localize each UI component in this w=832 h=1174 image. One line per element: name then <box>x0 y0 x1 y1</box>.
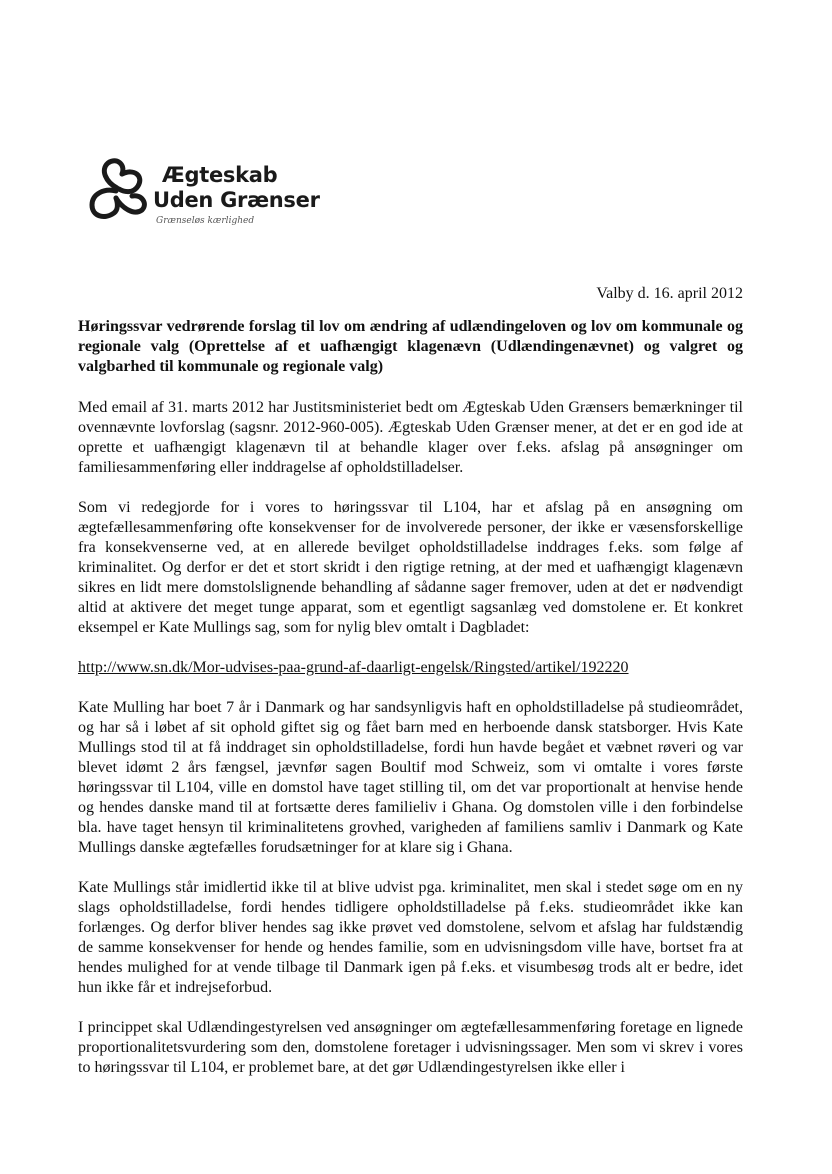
dateline: Valby d. 16. april 2012 <box>596 285 743 302</box>
organization-logo <box>86 158 346 238</box>
document-heading: Høringssvar vedrørende forslag til lov om ændring af udlændingeloven og lov om kommunale og regionale valg (Oprettelse af et uafhængigt klagenævn (Udlændingenævnet) og valgret og valgbarhed til kommunale og regionale valg) <box>78 318 743 375</box>
paragraph-intro: Med email af 31. marts 2012 har Justitsministeriet bedt om Ægteskab Uden Grænsers bemærkninger til ovennævnte lovforslag (sagsnr. 2012-960-005). Ægteskab Uden Grænser mener, at det er en god ide at oprette et uafhængigt klagenævn til at behandle klager over f.eks. afslag på ansøgninger om familiesammenføring eller inddragelse af opholdstilladelser. <box>78 399 743 476</box>
paragraph-case: Kate Mulling har boet 7 år i Danmark og har sandsynligvis haft en opholdstilladelse på studieområdet, og har så i løbet af sit ophold giftet sig og fået barn med en herboende dansk statsborger. Hvis Kate Mullings stod til at få inddraget sin opholdstilladelse, fordi hun havde begået et væbnet røveri og var blevet idømt 2 års fængsel, jævnfør sagen Boultif mod Schweiz, som vi omtalte i vores første høringssvar til L104, ville en domstol have taget stilling til, om det var proportionalt at henvise hende og hendes danske mand til at fortsætte deres familieliv i Ghana. Og domstolen ville i den forbindelse bla. have taget hensyn til kriminalitetens grovhed, varigheden af familiens samliv i Danmark og Kate Mullings danske ægtefælles forudsætninger for at klare sig i Ghana. <box>78 699 743 856</box>
paragraph-context: Som vi redegjorde for i vores to høringssvar til L104, har et afslag på en ansøgning om ægtefællesammenføring ofte konsekvenser for de involverede personer, der ikke er væsensforskellige fra konsekvenserne ved, at en allerede bevilget opholdstilladelse inddrages f.eks. som følge af kriminalitet. Og derfor er det et stort skridt i den rigtige retning, at der med et uafhængigt klagenævn sikres en lidt mere domstolslignende behandling af sådanne sager fremover, uden at det er nødvendigt altid at aktivere det meget tunge apparat, som et egentligt sagsanlæg ved domstolene er. Et konkret eksempel er Kate Mullings sag, som for nylig blev omtalt i Dagbladet: <box>78 499 743 636</box>
paragraph-case-continued: Kate Mullings står imidlertid ikke til at blive udvist pga. kriminalitet, men skal i stedet søge om en ny slags opholdstilladelse, fordi hendes tidligere opholdstilladelse på f.eks. studieområdet ikke kan forlænges. Og derfor bliver hendes sag ikke prøvet ved domstolene, selvom et afslag har fuldstændig de samme konsekvenser for hende og hendes familie, som en udvisningsdom ville have, bortset fra at hendes mulighed for at vende tilbage til Danmark igen på f.eks. et visumbesøg trods alt er bedre, idet hun ikke får et indrejseforbud. <box>78 879 743 996</box>
logo-name-line1: Ægteskab <box>162 163 278 187</box>
paragraph-principle: I princippet skal Udlændingestyrelsen ved ansøgninger om ægtefællesammenføring foretage en lignede proportionalitetsvurdering som den, domstolene foretager i udvisningssager. Men som vi skrev i vores to høringssvar til L104, er problemet bare, at det gør Udlændingestyrelsen ikke eller i <box>78 1019 743 1076</box>
logo-tagline: Grænseløs kærlighed <box>156 216 255 226</box>
letter-body <box>78 317 743 1098</box>
article-link[interactable]: http://www.sn.dk/Mor-udvises-paa-grund-af-daarligt-engelsk/Ringsted/artikel/192220 <box>78 659 629 676</box>
logo-name-line2: Uden Grænser <box>153 188 320 212</box>
heart-knot-logo-icon <box>86 158 148 224</box>
